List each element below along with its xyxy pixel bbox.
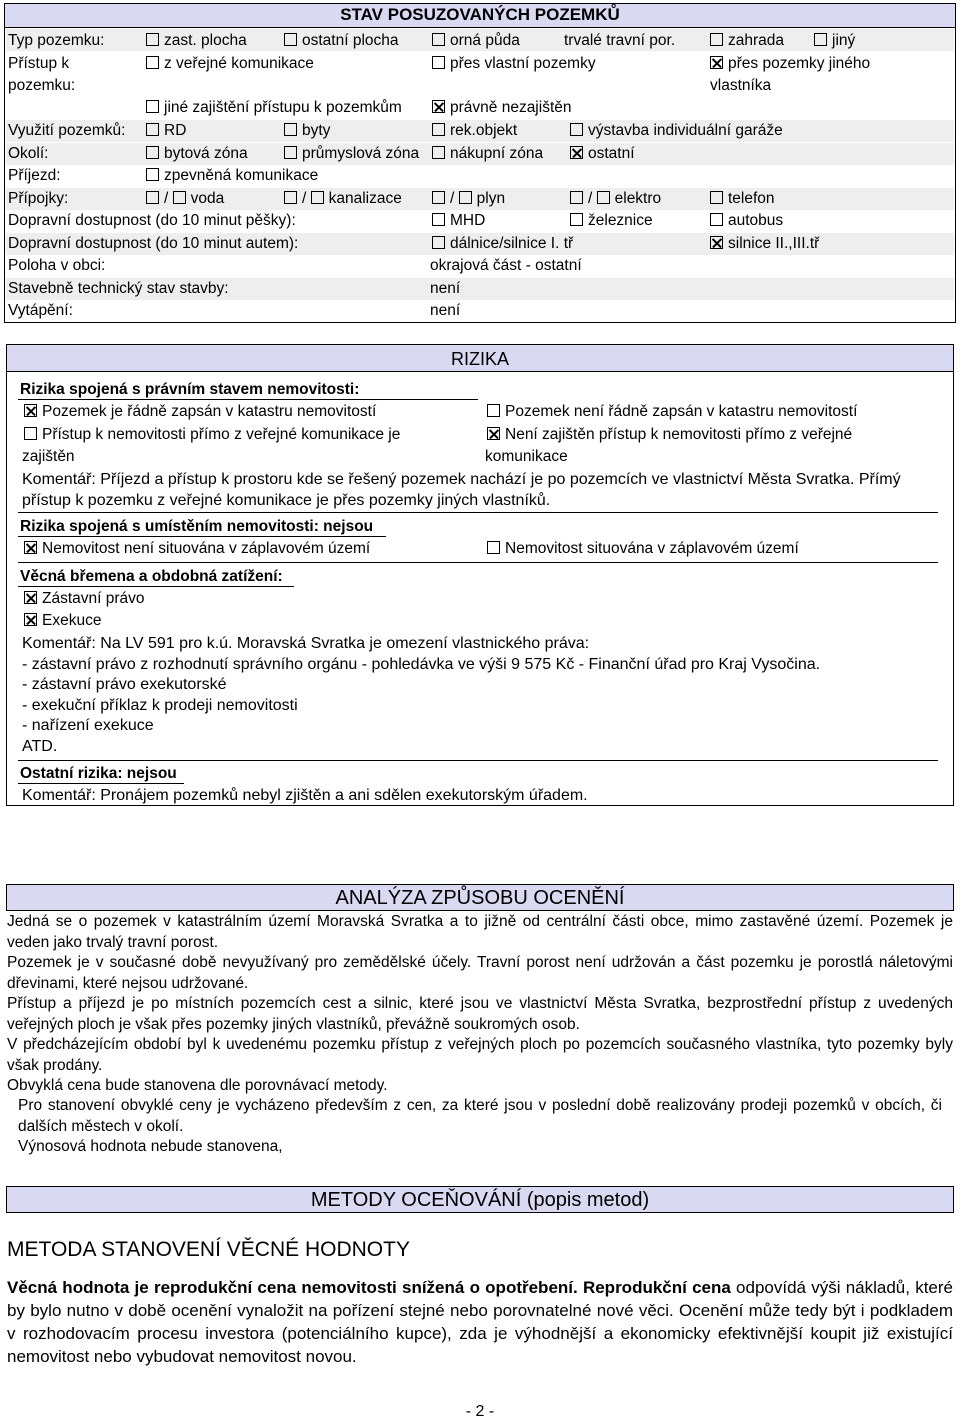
divider [18, 760, 938, 761]
pristup-option[interactable] [146, 53, 314, 75]
pripojky-option-elektro[interactable] [570, 188, 661, 210]
divider [18, 399, 478, 400]
bremena-option[interactable] [24, 588, 145, 610]
pesky-option[interactable] [432, 210, 485, 232]
bremena-heading: Věcná břemena a obdobná zatížení: [20, 568, 283, 585]
pravni-option-cont: zajištěn [22, 448, 75, 465]
option-label: Nemovitost situována v záplavovém území [505, 540, 799, 557]
checkbox-checked-icon [24, 404, 37, 417]
option-label: RD [164, 122, 187, 139]
autem-option[interactable] [710, 233, 819, 255]
bremena-option[interactable] [24, 610, 101, 632]
checkbox-icon [432, 236, 445, 249]
option-label: přes vlastní pozemky [450, 55, 596, 72]
checkbox-icon [432, 56, 445, 69]
rizika-title: RIZIKA [450, 349, 509, 369]
pristup-option-cont: vlastníka [710, 77, 772, 94]
ostatni-heading: Ostatní rizika: nejsou [20, 765, 177, 782]
option-label: ostatní [588, 145, 635, 162]
pravni-option[interactable] [487, 401, 857, 423]
pripojky-option-telefon[interactable] [710, 188, 775, 210]
checkbox-icon [24, 427, 37, 440]
prijezd-option[interactable] [146, 165, 318, 187]
option-label: Nemovitost není situována v záplavovém území [42, 540, 371, 557]
checkbox-icon [570, 191, 583, 204]
poloha-value: okrajová část - ostatní [430, 257, 582, 274]
checkbox-icon [432, 146, 445, 159]
checkbox-icon [146, 123, 159, 136]
umisteni-option[interactable] [487, 538, 799, 560]
option-label: ostatní plocha [302, 32, 399, 49]
checkbox-checked-icon [24, 613, 37, 626]
analyza-p6: Pro stanovení obvyklé ceny je vycházeno především z cen, za které jsou v poslední době realizovány prodeji pozemků v obcích, či dalších městech v okolí. [18, 1097, 942, 1135]
checkbox-icon [432, 191, 445, 204]
analyza-p2: Pozemek je v současné době nevyužívaný pro zemědělské účely. Travní porost není udržován a část pozemku je porostlá náletovými dřevinami, které nejsou udržované. [7, 954, 953, 992]
option-label: Zástavní právo [42, 590, 145, 607]
komentar-2-line: Komentář: Na LV 591 pro k.ú. Moravská Svratka je omezení vlastnického práva: [22, 635, 590, 652]
option-label: autobus [728, 212, 784, 229]
typ-label: Typ pozemku: [8, 32, 105, 49]
okoli-option[interactable] [146, 143, 248, 165]
stav-title-text: STAV POSUZOVANÝCH POZEMKŮ [340, 5, 620, 24]
vyuziti-option[interactable] [570, 120, 783, 142]
checkbox-icon [710, 33, 723, 46]
option-label: výstavba individuální garáže [588, 122, 783, 139]
komentar-2-line: ATD. [22, 737, 58, 755]
umisteni-heading: Rizika spojená s umístěním nemovitosti: nejsou [20, 518, 374, 535]
pripojky-label: Přípojky: [8, 190, 69, 207]
divider [18, 783, 184, 784]
komentar-1: Komentář: Příjezd a přístup k prostoru kde se řešený pozemek nachází je po pozemcích ve vlastnictví Města Svratka. Přímý přístup k pozemku z veřejné komunikace je přes pozemky jiných vlastníků. [22, 471, 901, 509]
checkbox-icon [570, 213, 583, 226]
checkbox-icon [284, 191, 297, 204]
option-label: voda [190, 190, 225, 207]
option-label: byty [302, 122, 331, 139]
option-label: bytová zóna [164, 145, 248, 162]
checkbox-icon [146, 191, 159, 204]
checkbox-icon [487, 404, 500, 417]
prijezd-label: Příjezd: [8, 167, 61, 184]
divider [18, 562, 938, 563]
vyuziti-option[interactable] [284, 120, 330, 142]
option-label: právně nezajištěn [450, 99, 572, 116]
option-label: rek.objekt [450, 122, 518, 139]
checkbox-icon [432, 33, 445, 46]
option-label: železnice [588, 212, 653, 229]
analyza-p5: Obvyklá cena bude stanovena dle porovnávací metody. [7, 1077, 388, 1094]
checkbox-icon [814, 33, 827, 46]
checkbox-icon [146, 56, 159, 69]
vytapeni-label: Vytápění: [8, 302, 73, 319]
divider [18, 536, 386, 537]
option-label: Pozemek není řádně zapsán v katastru nemovitostí [505, 403, 858, 420]
komentar-2-line: - exekuční příklaz k prodeji nemovitosti [22, 696, 298, 714]
slash: / [450, 190, 455, 207]
typ-option[interactable] [814, 30, 855, 52]
metody-subtitle: METODA STANOVENÍ VĚCNÉ HODNOTY [7, 1238, 410, 1261]
vytapeni-value: není [430, 302, 461, 319]
pristup-label: Přístup k [8, 55, 70, 72]
option-label: silnice II.,III.tř [728, 235, 820, 252]
checkbox-icon [710, 191, 723, 204]
pravni-heading: Rizika spojená s právním stavem nemovitosti: [20, 381, 360, 398]
checkbox-checked-icon [570, 146, 583, 159]
okoli-label: Okolí: [8, 145, 49, 162]
pripojky-option-voda[interactable] [146, 188, 224, 210]
komentar-2-line: - zástavní právo exekutorské [22, 676, 227, 693]
metody-title-text: METODY OCEŇOVÁNÍ (popis metod) [310, 1189, 650, 1211]
okoli-option[interactable] [432, 143, 543, 165]
option-label: elektro [614, 190, 662, 207]
option-label: Exekuce [42, 612, 102, 629]
metody-title [6, 1186, 954, 1213]
typ-option-label: trvalé travní por. [564, 32, 676, 49]
poloha-label: Poloha v obci: [8, 257, 106, 274]
umisteni-option[interactable] [24, 538, 370, 560]
checkbox-icon [146, 33, 159, 46]
pristup-option[interactable] [146, 97, 402, 119]
analyza-p3: Přístup a příjezd je po místních pozemcích cest a silnic, které jsou ve vlastnictví Města Svratka, bezprostřední přístup z uvedených veřejných ploch je však přes pozemky jiných vlastníků, převážně soukromých osob. [7, 995, 953, 1033]
option-label: orná půda [450, 32, 520, 49]
checkbox-icon [146, 100, 159, 113]
option-label: přes pozemky jiného [728, 55, 871, 72]
checkbox-icon [146, 146, 159, 159]
slash: / [302, 190, 307, 207]
checkbox-icon [432, 213, 445, 226]
option-label: zahrada [728, 32, 785, 49]
slash: / [588, 190, 593, 207]
pristup-option[interactable] [432, 53, 596, 75]
checkbox-icon [284, 146, 297, 159]
autem-label: Dopravní dostupnost (do 10 minut autem): [8, 235, 299, 252]
checkbox-checked-icon [432, 100, 445, 113]
checkbox-icon [284, 33, 297, 46]
pristup-label-2: pozemku: [8, 77, 76, 94]
metody-bold-1: Věcná hodnota je reprodukční cena nemovitosti snížená o opotřebení. [7, 1278, 578, 1297]
checkbox-icon [284, 123, 297, 136]
divider [18, 586, 294, 587]
pristup-option[interactable] [710, 53, 870, 75]
okoli-option[interactable] [284, 143, 419, 165]
komentar-3: Komentář: Pronájem pozemků nebyl zjištěn a ani sdělen exekutorským úřadem. [22, 787, 588, 804]
autem-option[interactable] [432, 233, 573, 255]
checkbox-checked-icon [710, 56, 723, 69]
checkbox-icon [459, 191, 472, 204]
checkbox-icon [432, 123, 445, 136]
analyza-p7: Výnosová hodnota nebude stanovena, [18, 1138, 283, 1155]
vyuziti-option[interactable] [432, 120, 517, 142]
checkbox-checked-icon [487, 427, 500, 440]
checkbox-icon [311, 191, 324, 204]
analyza-p1: Jedná se o pozemek v katastrálním území Moravská Svratka a to jižně od centrální části obce, mimo zastavěné území. Pozemek je veden jako trvalý travní porost. [7, 913, 953, 951]
option-label: Není zajištěn přístup k nemovitosti přímo z veřejné [505, 426, 853, 443]
checkbox-icon [173, 191, 186, 204]
option-label: jiný [832, 32, 856, 49]
option-label: průmyslová zóna [302, 145, 420, 162]
checkbox-icon [597, 191, 610, 204]
option-label: Pozemek je řádně zapsán v katastru nemovitostí [42, 403, 377, 420]
option-label: jiné zajištění přístupu k pozemkům [164, 99, 402, 116]
technicky-value: není [430, 280, 461, 297]
metody-paragraph [7, 1276, 953, 1368]
pravni-option-cont: komunikace [485, 448, 568, 465]
option-label: zpevněná komunikace [164, 167, 319, 184]
pripojky-option-kanalizace[interactable] [284, 188, 402, 210]
page-number: - 2 - [465, 1403, 495, 1420]
checkbox-icon [146, 168, 159, 181]
pesky-option[interactable] [570, 210, 653, 232]
typ-option[interactable] [710, 30, 784, 52]
checkbox-icon [487, 541, 500, 554]
metody-bold-2: Reprodukční cena [582, 1278, 731, 1297]
option-label: zast. plocha [164, 32, 247, 49]
slash: / [164, 190, 169, 207]
checkbox-checked-icon [710, 236, 723, 249]
checkbox-checked-icon [24, 541, 37, 554]
option-label: nákupní zóna [450, 145, 544, 162]
option-label: z veřejné komunikace [164, 55, 314, 72]
komentar-2-line: - zástavní právo z rozhodnutí správního orgánu - pohledávka ve výši 9 575 Kč - Finanční úřad pro Kraj Vysočina. [22, 655, 821, 673]
okoli-option[interactable] [570, 143, 635, 165]
checkbox-icon [710, 213, 723, 226]
typ-option[interactable] [432, 30, 520, 52]
pristup-option[interactable] [432, 97, 572, 119]
option-label: plyn [476, 190, 506, 207]
metody-text: odpovídá výši nákladů, které by bylo nutno v době ocenění vynaložit na pořízení stejné nebo porovnatelné nové věci. Ocenění může tedy být i podkladem v rozhodovacím procesu investora (potenciálního kupce), zda je výhodnější a ekonomicky efektivnější koupit již existující nemovitost nebo vybudovat nemovitost novou. [7, 1278, 953, 1366]
option-label: telefon [728, 190, 775, 207]
analyza-p4: V předcházejícím období byl k uvedenému pozemku přístup z veřejných ploch po pozemcích současného vlastníka, tyto pozemky byly však prodány. [7, 1036, 953, 1074]
option-label: kanalizace [328, 190, 402, 207]
pripojky-option-plyn[interactable] [432, 188, 505, 210]
checkbox-checked-icon [24, 591, 37, 604]
technicky-label: Stavebně technický stav stavby: [8, 280, 229, 297]
option-label: dálnice/silnice I. tř [450, 235, 574, 252]
divider [18, 512, 938, 513]
stav-title [5, 4, 955, 28]
vyuziti-label: Využití pozemků: [8, 122, 126, 139]
pravni-option[interactable] [24, 424, 400, 446]
option-label: Přístup k nemovitosti přímo z veřejné komunikace je [42, 426, 401, 443]
komentar-2-line: - nařízení exekuce [22, 717, 154, 734]
analyza-title-text: ANALÝZA ZPŮSOBU OCENĚNÍ [335, 887, 625, 909]
analyza-title [6, 884, 954, 911]
option-label: MHD [450, 212, 486, 229]
pravni-option[interactable] [487, 424, 852, 446]
pesky-option[interactable] [710, 210, 783, 232]
typ-option[interactable] [146, 30, 247, 52]
vyuziti-option[interactable] [146, 120, 186, 142]
typ-option[interactable] [284, 30, 399, 52]
checkbox-icon [570, 123, 583, 136]
pravni-option[interactable] [24, 401, 376, 423]
pesky-label: Dopravní dostupnost (do 10 minut pěšky): [8, 212, 296, 229]
